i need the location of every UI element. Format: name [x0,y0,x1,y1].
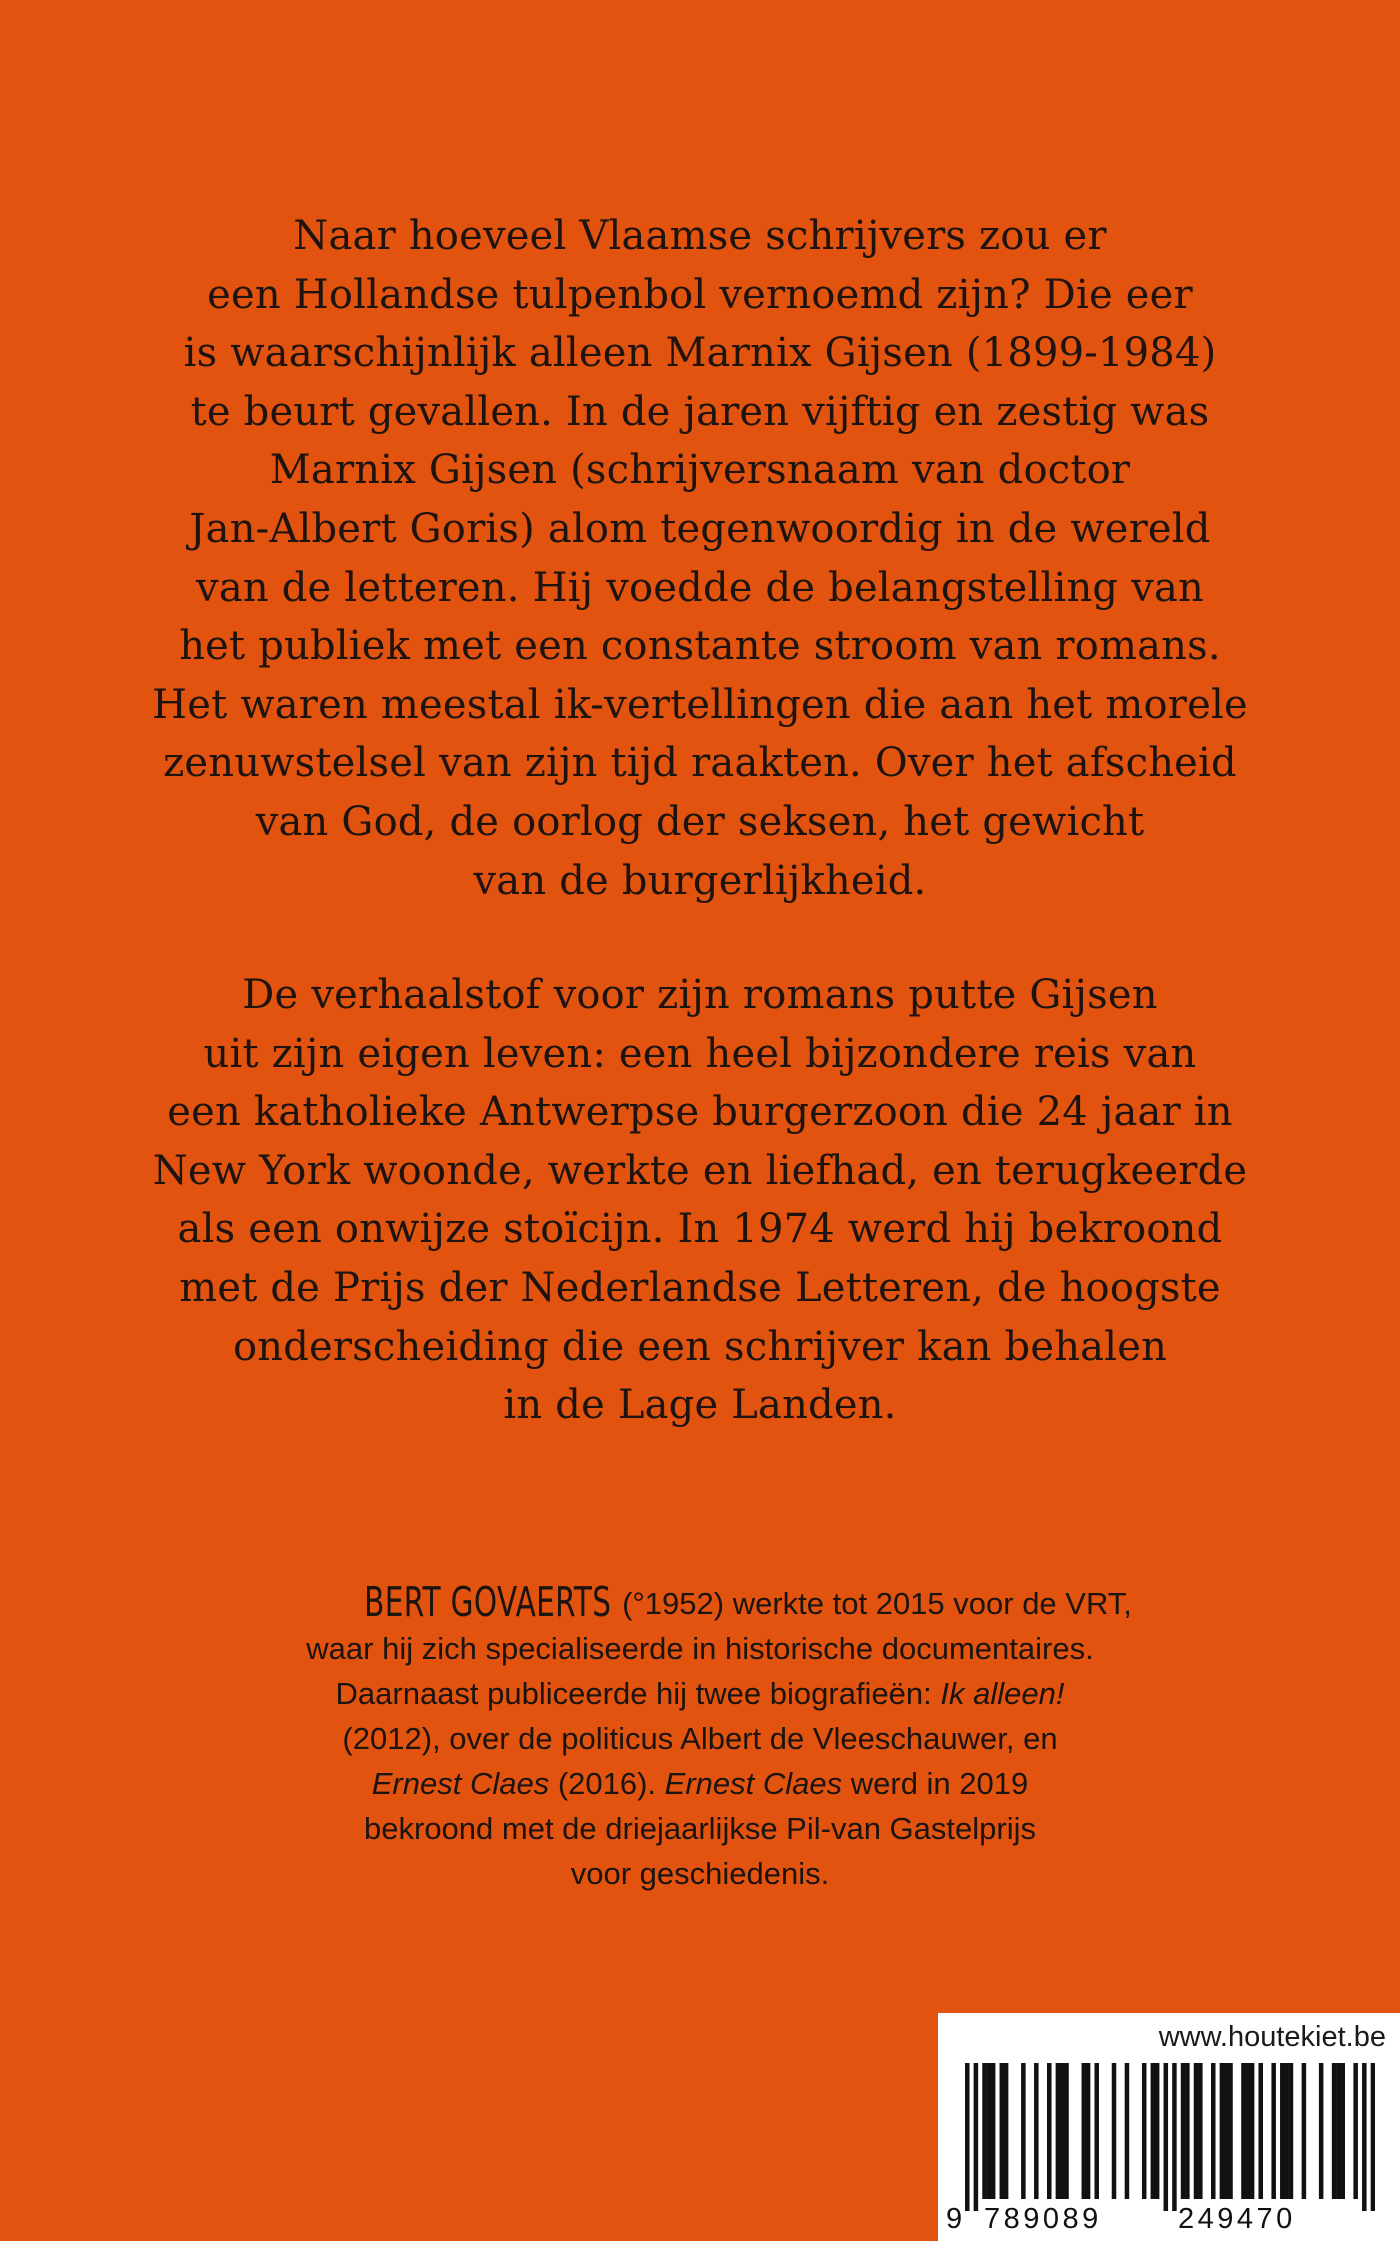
barcode-bar [1086,2063,1091,2199]
barcode-bar [1362,2063,1367,2211]
publisher-url: www.houtekiet.be [1158,2021,1386,2053]
barcode-bar [1271,2063,1276,2199]
barcode-bar [1336,2063,1341,2199]
barcode-bar [974,2063,979,2211]
bio-line: bekroond met de driejaarlijkse Pil-van Gastelprijs [364,1811,1036,1846]
barcode-bar [1185,2063,1190,2199]
barcode-bar [1155,2063,1160,2199]
blurb-line: De verhaalstof voor zijn romans putte Gijsen [242,972,1158,1018]
book-title: Ernest Claes [371,1766,550,1801]
barcode-bar [1082,2063,1087,2199]
barcode-bar [1172,2063,1177,2211]
barcode-bar [1004,2063,1009,2199]
barcode-bar [1340,2063,1345,2199]
isbn-lead-digit: 9 [946,2203,966,2235]
blurb-line: te beurt gevallen. In de jaren vijftig en zestig was [190,388,1210,435]
blurb-line: een katholieke Antwerpse burgerzoon die 24 jaar in [167,1089,1233,1136]
barcode-bar [1241,2063,1246,2199]
barcode-bar [1224,2063,1229,2199]
blurb-line: het publiek met een constante stroom van romans. [179,623,1221,670]
barcode-bar [965,2063,970,2211]
isbn-group-1: 789089 [984,2203,1102,2235]
blurb-line: onderscheiding die een schrijver kan behalen [232,1323,1168,1370]
blurb-line: een Hollandse tulpenbol vernoemd zijn? Die eer [207,271,1193,318]
barcode-bar [1332,2063,1337,2199]
barcode-bar [1056,2063,1061,2199]
author-name: BERT GOVAERTS [364,1578,612,1626]
blurb-line: Jan-Albert Goris) alom tegenwoordig in de wereld [189,505,1211,552]
bio-line: waar hij zich specialiseerde in historische documentaires. [306,1631,1094,1666]
bio-line [150,1761,1250,1806]
barcode-bar [1034,2063,1039,2199]
barcode-bar [1151,2063,1156,2199]
barcode-bar [1000,2063,1005,2199]
blurb-line: in de Lage Landen. [503,1382,897,1429]
barcode-bar [1246,2063,1251,2199]
barcode-bar [1220,2063,1225,2199]
bio-line: (2012), over de politicus Albert de Vleeschauwer, en [342,1721,1058,1756]
barcode-bar [1164,2063,1169,2211]
barcode-bar [1142,2063,1147,2199]
barcode-bar [1228,2063,1233,2199]
isbn-group-2: 249470 [1178,2203,1296,2235]
barcode-bar [991,2063,996,2199]
barcode-bar [982,2063,987,2199]
barcode-bar [1284,2063,1289,2199]
bio-line [150,1580,1250,1626]
blurb-line: van de letteren. Hij voedde de belangstelling van [196,564,1204,611]
barcode-bar [987,2063,992,2199]
barcode-bar [1021,2063,1026,2199]
barcode-bar [1250,2063,1255,2199]
barcode-bar [1194,2063,1199,2199]
bio-line [150,1671,1250,1716]
barcode-bar [1289,2063,1294,2199]
barcode-bar [1353,2063,1358,2199]
barcode-bar [1258,2063,1263,2199]
barcode-bar [1371,2063,1375,2211]
blurb-paragraph-2 [100,966,1300,1435]
barcode-bar [1047,2063,1052,2199]
barcode-bar [1094,2063,1099,2199]
blurb-line: is waarschijnlijk alleen Marnix Gijsen (1899-1984) [183,330,1217,377]
blurb-line: zenuwstelsel van zijn tijd raakten. Over het afscheid [163,740,1237,787]
bio-text: Daarnaast publiceerde hij twee biografieën: [335,1676,941,1711]
blurb-line: uit zijn eigen leven: een heel bijzondere reis van [203,1030,1197,1077]
barcode-bar [1064,2063,1069,2199]
blurb-line: Marnix Gijsen (schrijversnaam van doctor [269,447,1131,494]
barcode-bar [1302,2063,1307,2199]
blurb-line: als een onwijze stoïcijn. In 1974 werd hij bekroond [177,1206,1223,1253]
author-bio [150,1580,1250,1896]
barcode-bar [1181,2063,1186,2199]
barcode-bar [1112,2063,1117,2199]
blurb-line: Naar hoeveel Vlaamse schrijvers zou er [293,213,1107,259]
barcode-image [965,2063,1375,2211]
barcode-panel [938,2013,1400,2241]
blurb-paragraph-1 [100,207,1300,910]
barcode-bar [1198,2063,1203,2199]
blurb-line: van God, de oorlog der seksen, het gewicht [255,798,1145,845]
bio-text: (°1952) werkte tot 2015 voor de VRT, [613,1586,1132,1621]
bio-text: werd in 2019 [842,1766,1029,1801]
blurb-line: van de burgerlijkheid. [473,857,927,904]
bio-line: voor geschiedenis. [570,1856,830,1891]
book-title: Ernest Claes [664,1766,843,1801]
blurb-line: New York woonde, werkte en liefhad, en terugkeerde [152,1147,1248,1194]
barcode-bar [1125,2063,1130,2199]
barcode-bar [1060,2063,1065,2199]
blurb-line: met de Prijs der Nederlandse Letteren, de hoogste [179,1264,1221,1311]
bio-text: (2016). [549,1766,665,1801]
barcode-bar [1280,2063,1285,2199]
blurb-line: Het waren meestal ik-vertellingen die aan het morele [152,681,1248,728]
barcode-bar [1319,2063,1324,2199]
barcode-bar [1211,2063,1216,2199]
book-title: Ik alleen! [940,1676,1065,1711]
